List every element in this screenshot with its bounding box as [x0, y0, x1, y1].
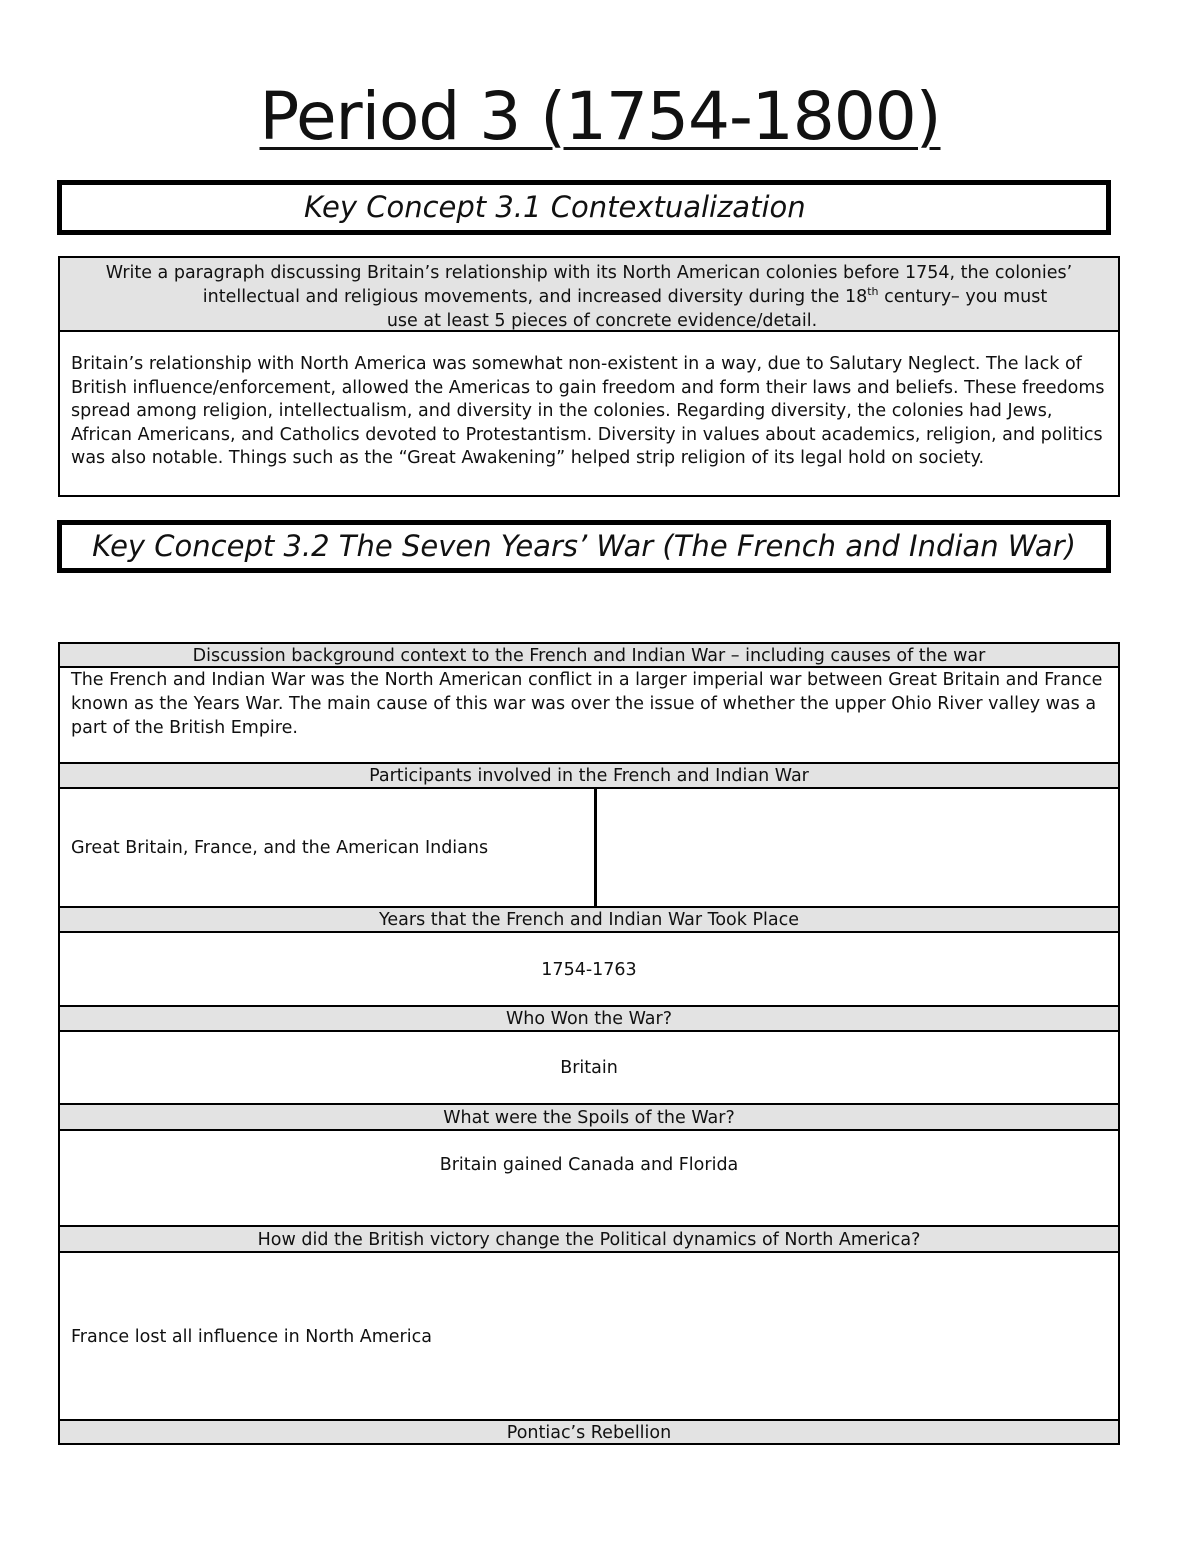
- winner-header: Who Won the War?: [58, 1005, 1120, 1032]
- participants-header: Participants involved in the French and Indian War: [58, 762, 1120, 789]
- winner-answer-text: Britain: [560, 1058, 618, 1078]
- prompt-superscript: th: [867, 285, 879, 299]
- dynamics-answer-text: France lost all influence in North America: [71, 1326, 432, 1347]
- spoils-answer-text: Britain gained Canada and Florida: [439, 1155, 739, 1175]
- years-answer[interactable]: [58, 933, 1120, 1006]
- participants-answer-text: Great Britain, France, and the American Indians: [71, 838, 489, 858]
- key-concept-3-2-heading: Key Concept 3.2 The Seven Years’ War (The French and Indian War): [57, 520, 1111, 573]
- key-concept-3-1-heading: Key Concept 3.1 Contextualization: [57, 180, 1111, 235]
- prompt-line-2: [60, 285, 1118, 309]
- dynamics-answer[interactable]: [58, 1253, 1120, 1420]
- years-answer-text: 1754-1763: [541, 959, 637, 980]
- prompt-line-2-text: intellectual and religious movements, and increased diversity during the 18: [202, 287, 868, 307]
- background-answer[interactable]: The French and Indian War was the North American conflict in a larger imperial war between Great Britain and France known as the Years War. The main cause of this war was over the issue of whether the upper Ohio River valley was a part of the British Empire.: [58, 668, 1120, 763]
- prompt-line-3: use at least 5 pieces of concrete evidence/detail.: [386, 311, 818, 331]
- contextualization-answer[interactable]: Britain’s relationship with North America was somewhat non-existent in a way, due to Salutary Neglect. The lack of British influence/enforcement, allowed the Americas to gain freedom and form their laws and beliefs. These freedoms spread among religion, intellectualism, and diversity in the colonies. Regarding diversity, the colonies had Jews, African Americans, and Catholics devoted to Protestantism. Diversity in values about academics, religion, and politics was also notable. Things such as the “Great Awakening” helped strip religion of its legal hold on society.: [58, 330, 1120, 497]
- page-title: Period 3 (1754-1800): [259, 78, 941, 155]
- years-header: Years that the French and Indian War Took Place: [58, 906, 1120, 933]
- participants-divider: [594, 787, 597, 907]
- prompt-line-2-tail: century– you must: [878, 287, 1048, 307]
- spoils-answer[interactable]: [58, 1131, 1120, 1226]
- background-header: Discussion background context to the French and Indian War – including causes of the war: [58, 642, 1120, 668]
- pontiac-header: Pontiac’s Rebellion: [58, 1419, 1120, 1445]
- participants-answer[interactable]: [58, 789, 1120, 907]
- spoils-header: What were the Spoils of the War?: [58, 1103, 1120, 1131]
- winner-answer[interactable]: [58, 1032, 1120, 1104]
- prompt-line-1: Write a paragraph discussing Britain’s relationship with its North American colonies before 1754, the colonies’: [105, 263, 1073, 283]
- contextualization-prompt: [58, 256, 1120, 332]
- dynamics-header: How did the British victory change the Political dynamics of North America?: [58, 1225, 1120, 1253]
